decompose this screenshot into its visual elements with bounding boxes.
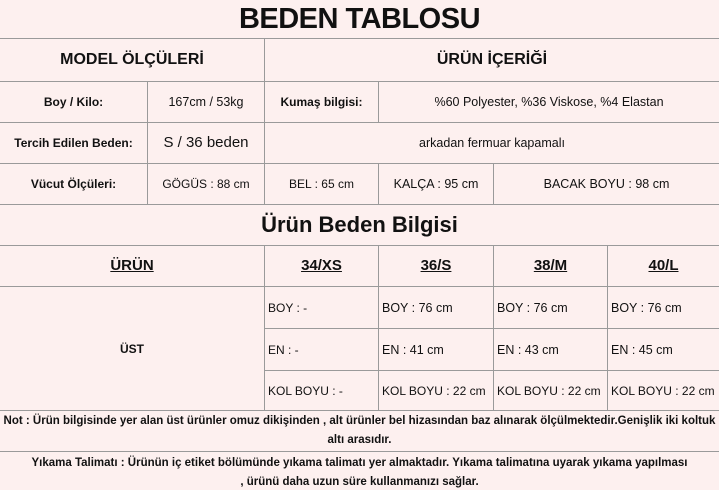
boy-kilo-label: Boy / Kilo: [43, 94, 104, 109]
table-cell: KOL BOYU : 22 cm [497, 383, 601, 398]
tercih-value: S / 36 beden [163, 134, 249, 151]
model-olculeri-heading: MODEL ÖLÇÜLERİ [60, 50, 204, 68]
tercih-label: Tercih Edilen Beden: [14, 135, 133, 150]
gogus-value: GÖGÜS : 88 cm [162, 176, 250, 191]
table-cell: BOY : - [268, 300, 308, 315]
size-table-heading: Ürün Beden Bilgisi [261, 212, 458, 237]
table-cell: EN : 41 cm [382, 342, 444, 357]
vucut-label: Vücut Ölçüleri: [30, 176, 117, 191]
ust-label: ÜST [120, 341, 144, 356]
table-cell: EN : 45 cm [611, 342, 673, 357]
kalca-value: KALÇA : 95 cm [393, 176, 479, 191]
bacak-value: BACAK BOYU : 98 cm [543, 176, 670, 191]
boy-kilo-value: 167cm / 53kg [168, 94, 244, 109]
table-cell: BOY : 76 cm [611, 300, 682, 315]
table-cell: EN : - [268, 342, 299, 357]
kumas-value: %60 Polyester, %36 Viskose, %4 Elastan [434, 94, 664, 109]
bel-value: BEL : 65 cm [289, 176, 354, 191]
table-cell: KOL BOYU : - [268, 383, 343, 398]
table-cell: BOY : 76 cm [382, 300, 453, 315]
table-cell: KOL BOYU : 22 cm [382, 383, 486, 398]
kumas-label: Kumaş bilgisi: [280, 94, 363, 109]
size-36-s: 36/S [420, 257, 452, 274]
fermuar-info: arkadan fermuar kapamalı [419, 135, 565, 150]
size-40-l: 40/L [648, 257, 679, 274]
size-34-xs: 34/XS [301, 257, 342, 274]
yikama-talimati: Yıkama Talimatı : Ürünün iç etiket bölümünde yıkama talimatı yer almaktadır. Yıkama talimatına uyarak yıkama yapılması , ürünü daha uzun süre kullanmanızı sağlar. [31, 457, 688, 488]
table-cell: BOY : 76 cm [497, 300, 568, 315]
table-cell: EN : 43 cm [497, 342, 559, 357]
size-38-m: 38/M [533, 257, 568, 274]
col-urun: ÜRÜN [110, 257, 154, 274]
page-title: BEDEN TABLOSU [238, 2, 481, 35]
table-cell: KOL BOYU : 22 cm [611, 383, 715, 398]
olcum-notu: Not : Ürün bilgisinde yer alan üst ürünler omuz dikişinden , alt ürünler bel hizasından baz alınarak ölçülmektedir.Genişlik iki koltuk altı arasıdır. [3, 415, 716, 446]
urun-icerigi-heading: ÜRÜN İÇERİĞİ [436, 50, 548, 68]
